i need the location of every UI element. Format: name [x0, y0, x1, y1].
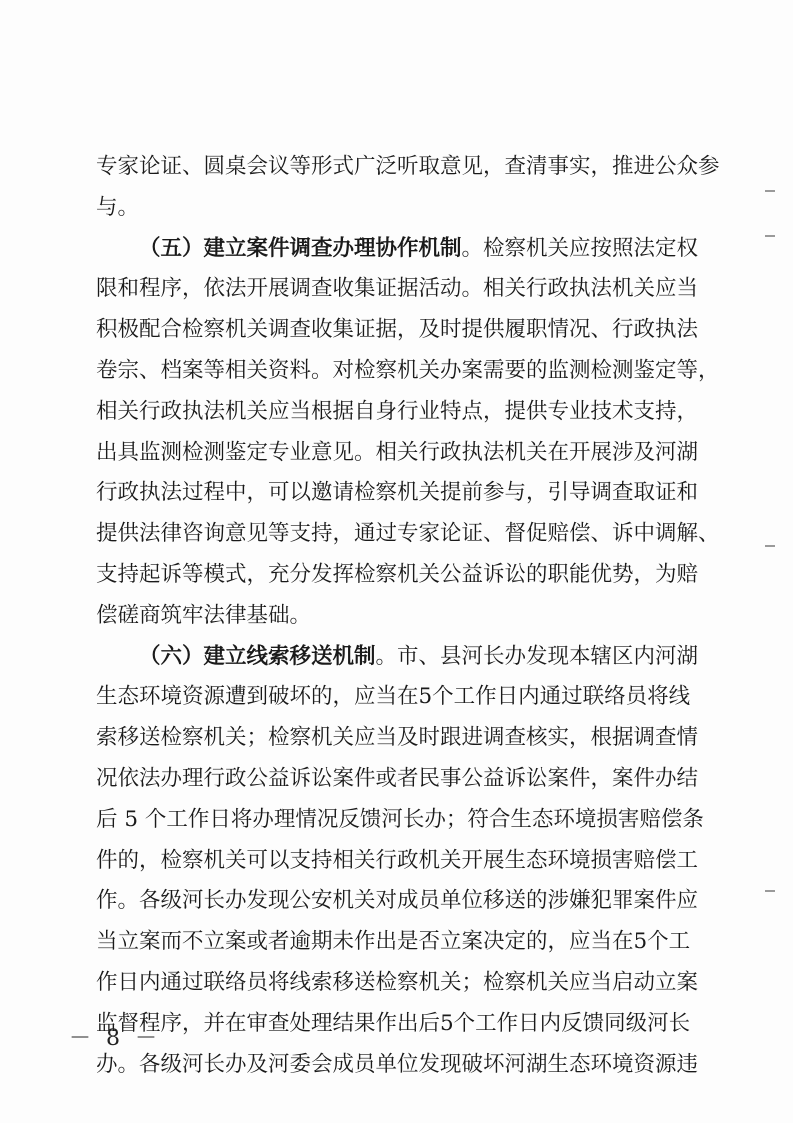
text-line-12: 偿磋商筑牢法律基础。 [96, 602, 312, 628]
text-line-8: 出具监测检测鉴定专业意见。相关行政执法机关在开展涉及河湖 [96, 439, 699, 465]
text-line-14: 生态环境资源遭到破坏的，应当在5个工作日内通过联络员将线 [96, 684, 691, 710]
page-number: － 8 － [69, 1026, 161, 1051]
scan-edge-mark [765, 235, 775, 237]
text-line-18: 件的，检察机关可以支持相关行政机关开展生态环境损害赔偿工 [96, 847, 699, 873]
text-line-7: 相关行政执法机关应当根据自身行业特点，提供专业技术支持， [96, 398, 699, 424]
text-line-20: 当立案而不立案或者逾期未作出是否立案决定的，应当在5个工 [96, 929, 691, 955]
section-6-first-line [96, 640, 699, 674]
text-line-9: 行政执法过程中，可以邀请检察机关提前参与，引导调查取证和 [96, 480, 699, 506]
text-line-2: 与。 [96, 194, 140, 220]
text-line-19: 作。各级河长办发现公安机关对成员单位移送的涉嫌犯罪案件应 [96, 888, 699, 914]
text-line-17: 后 5 个工作日将办理情况反馈河长办；符合生态环境损害赔偿条 [96, 806, 704, 832]
text-line-4: 限和程序，依法开展调查收集证据活动。相关行政执法机关应当 [96, 276, 699, 302]
text-line-1: 专家论证、圆桌会议等形式广泛听取意见，查清事实，推进公众参 [96, 154, 720, 179]
section-6-text: 。市、县河长办发现本辖区内河湖 [375, 643, 699, 669]
text-line-21: 作日内通过联络员将线索移送检察机关；检察机关应当启动立案 [96, 970, 699, 995]
text-line-15: 索移送检察机关；检察机关应当及时跟进调查核实，根据调查情 [96, 725, 699, 751]
section-5-first-line [96, 232, 699, 266]
section-5-text: 。检察机关应按照法定权 [461, 235, 699, 261]
section-6-heading: （六）建立线索移送机制 [139, 643, 376, 669]
text-line-5: 积极配合检察机关调查收集证据，及时提供履职情况、行政执法 [96, 317, 699, 343]
section-5-heading: （五）建立案件调查办理协作机制 [139, 235, 462, 261]
scan-edge-mark [765, 190, 775, 192]
text-line-23: 办。各级河长办及河委会成员单位发现破坏河湖生态环境资源违 [96, 1051, 699, 1077]
text-line-6: 卷宗、档案等相关资料。对检察机关办案需要的监测检测鉴定等， [96, 358, 720, 383]
text-line-10: 提供法律咨询意见等支持，通过专家论证、督促赔偿、诉中调解、 [96, 521, 720, 547]
text-line-11: 支持起诉等模式，充分发挥检察机关公益诉讼的职能优势，为赔 [96, 562, 699, 587]
text-line-22: 监督程序，并在审查处理结果作出后5个工作日内反馈同级河长 [96, 1010, 691, 1036]
text-line-16: 况依法办理行政公益诉讼案件或者民事公益诉讼案件，案件办结 [96, 766, 699, 791]
scan-edge-mark [765, 890, 775, 892]
scan-edge-mark [765, 545, 775, 547]
